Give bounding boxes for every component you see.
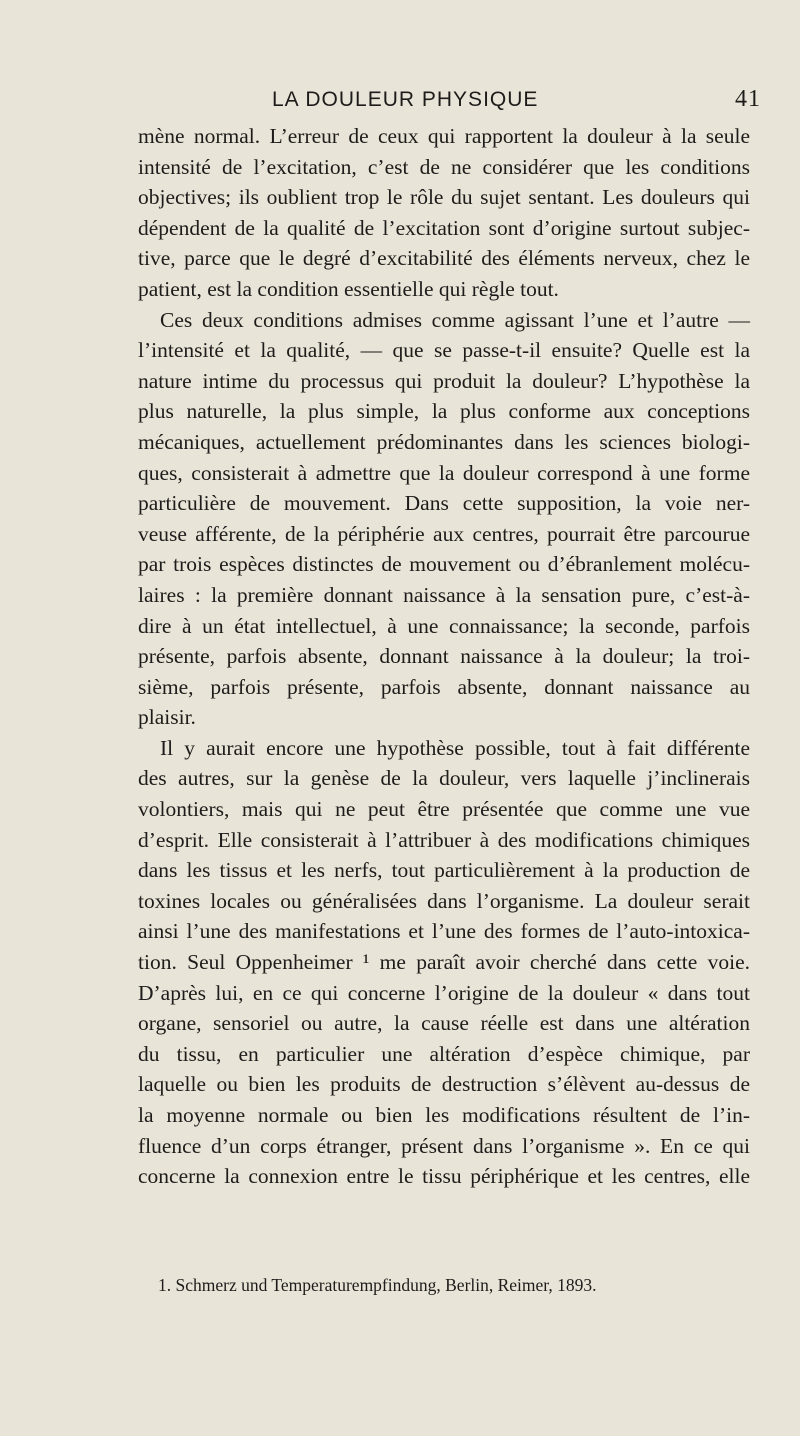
text-line: par trois espèces distinctes de mouvement ou d’ébranlement molécu- (138, 552, 750, 577)
text-line: concerne la connexion entre le tissu périphérique et les centres, elle (138, 1164, 750, 1189)
running-head (0, 88, 800, 118)
text-line: la moyenne normale ou bien les modifications résultent de l’in- (138, 1103, 750, 1127)
text-line: tion. Seul Oppenheimer ¹ me paraît avoir cherché dans cette voie. (138, 950, 750, 975)
text-line: veuse afférente, de la périphérie aux centres, pourrait être parcourue (138, 521, 750, 546)
body-text (138, 121, 750, 1192)
text-line: mène normal. L’erreur de ceux qui rapportent la douleur à la seule (138, 124, 750, 148)
text-line: mécaniques, actuellement prédominantes dans les sciences biologi- (138, 429, 750, 454)
text-line: présente, parfois absente, donnant naissance à la douleur; la troi- (138, 644, 750, 669)
text-line: ques, consisterait à admettre que la douleur correspond à une forme (138, 460, 750, 485)
text-line: patient, est la condition essentielle qui règle tout. (138, 276, 559, 301)
text-line: du tissu, en particulier une altération d’espèce chimique, par (138, 1041, 750, 1066)
text-line: organe, sensoriel ou autre, la cause réelle est dans une altération (138, 1011, 750, 1036)
text-line: objectives; ils oublient trop le rôle du sujet sentant. Les douleurs qui (138, 185, 750, 210)
footnote: 1. Schmerz und Temperaturempfindung, Berlin, Reimer, 1893. (158, 1275, 597, 1295)
text-line: tive, parce que le degré d’excitabilité des éléments nerveux, chez le (138, 246, 750, 271)
text-line: fluence d’un corps étranger, présent dans l’organisme ». En ce qui (138, 1133, 750, 1158)
text-line: dans les tissus et les nerfs, tout particulièrement à la production de (138, 858, 750, 883)
text-line: laires : la première donnant naissance à la sensation pure, c’est-à- (138, 582, 750, 607)
text-line: laquelle ou bien les produits de destruction s’élèvent au-dessus de (138, 1072, 750, 1097)
text-line: nature intime du processus qui produit la douleur? L’hypothèse la (138, 368, 750, 393)
text-line: l’intensité et la qualité, — que se passe-t-il ensuite? Quelle est la (138, 338, 750, 363)
text-line: plaisir. (138, 705, 196, 730)
text-line: Ces deux conditions admises comme agissant l’une et l’autre — (160, 307, 750, 332)
text-line: D’après lui, en ce qui concerne l’origine de la douleur « dans tout (138, 980, 750, 1005)
text-line: dépendent de la qualité de l’excitation sont d’origine surtout subjec- (138, 215, 750, 240)
text-line: plus naturelle, la plus simple, la plus conforme aux conceptions (138, 399, 750, 424)
text-line: toxines locales ou généralisées dans l’organisme. La douleur serait (138, 888, 750, 913)
text-line: sième, parfois présente, parfois absente, donnant naissance au (138, 674, 750, 699)
text-line: intensité de l’excitation, c’est de ne considérer que les conditions (138, 154, 750, 179)
text-line: ainsi l’une des manifestations et l’une des formes de l’auto-intoxica- (138, 919, 750, 944)
running-title: LA DOULEUR PHYSIQUE (272, 88, 539, 111)
text-line: particulière de mouvement. Dans cette supposition, la voie ner- (138, 491, 750, 516)
text-line: d’esprit. Elle consisterait à l’attribuer à des modifications chimiques (138, 827, 750, 852)
text-line: des autres, sur la genèse de la douleur, vers laquelle j’inclinerais (138, 766, 750, 791)
text-line: dire à un état intellectuel, à une connaissance; la seconde, parfois (138, 613, 750, 638)
page-number: 41 (735, 86, 761, 112)
text-line: Il y aurait encore une hypothèse possible, tout à fait différente (160, 735, 750, 760)
text-line: volontiers, mais qui ne peut être présentée que comme une vue (138, 797, 750, 822)
